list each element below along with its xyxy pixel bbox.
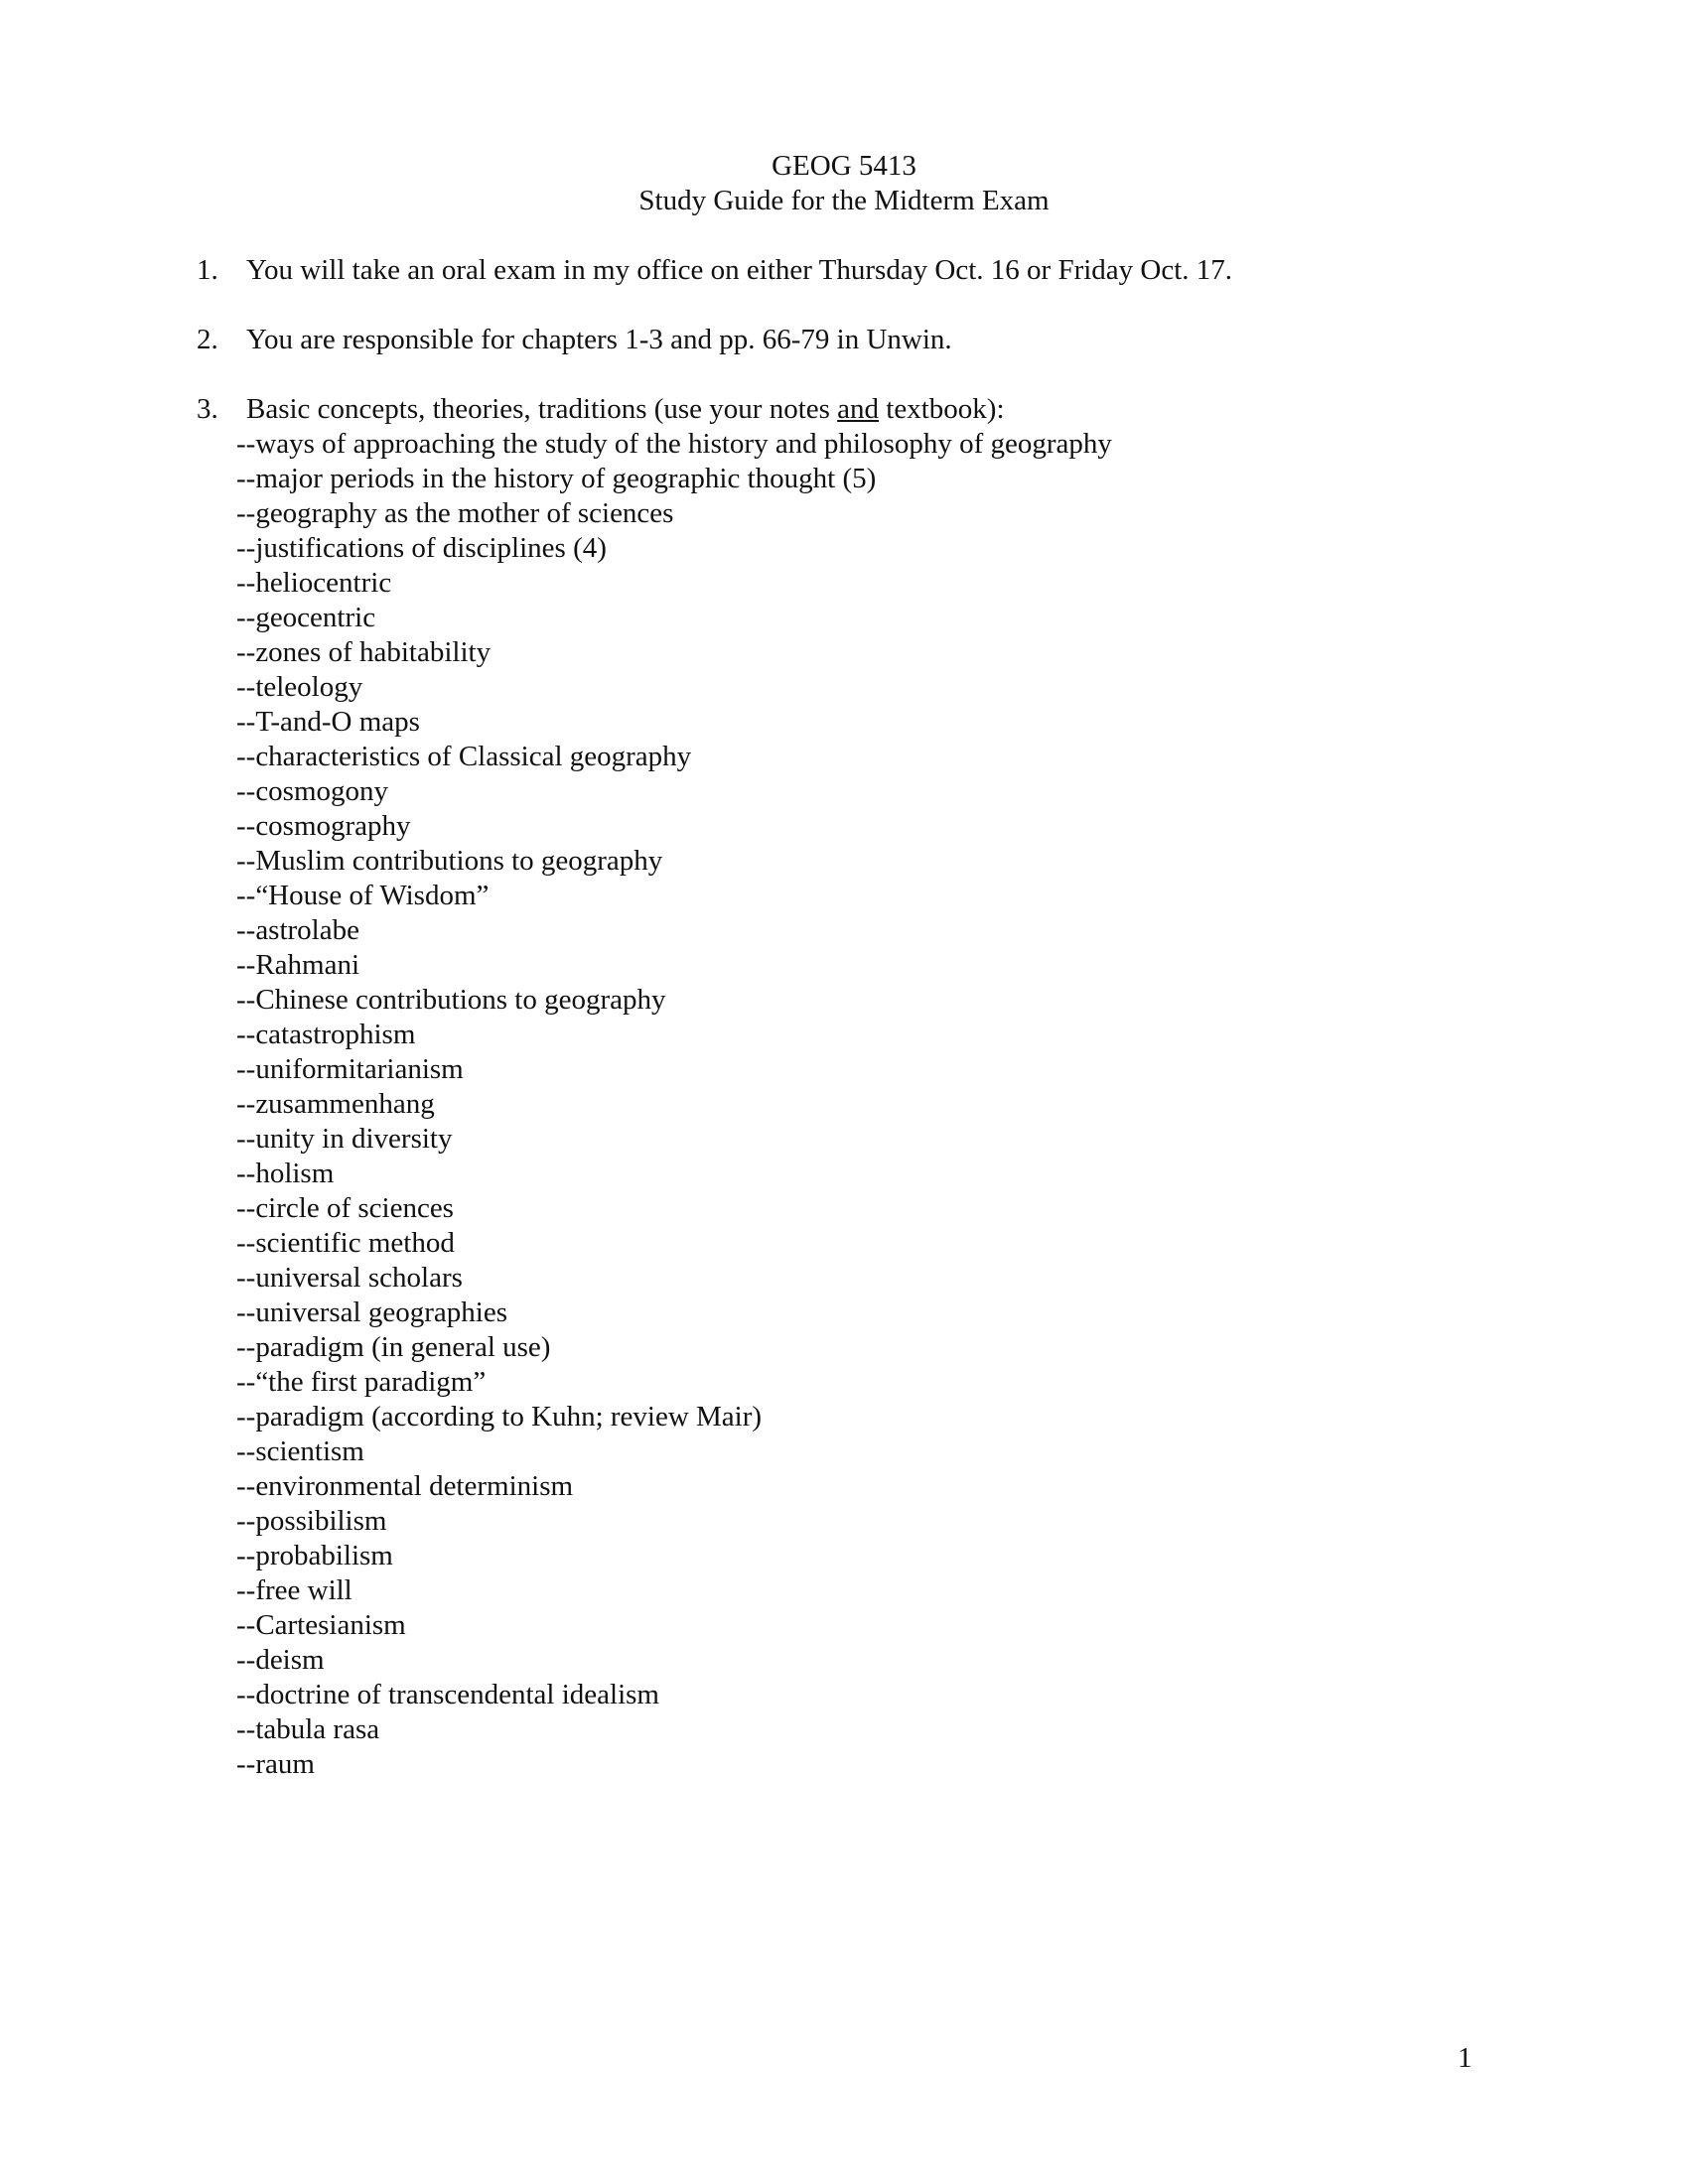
- list-item: --zusammenhang: [236, 1088, 435, 1120]
- list-item-1: [197, 253, 1232, 288]
- list-item: --paradigm (in general use): [236, 1331, 551, 1363]
- list-item: --free will: [236, 1574, 352, 1606]
- concepts-list: [236, 427, 1112, 1782]
- course-code: GEOG 5413: [772, 150, 916, 182]
- list-item: --cosmogony: [236, 775, 389, 807]
- item-text-underlined: and: [837, 393, 880, 425]
- document-header: [0, 149, 1688, 218]
- item-text: You will take an oral exam in my office on either Thursday Oct. 16 or Friday Oct. 17.: [246, 254, 1233, 286]
- list-item: --justifications of disciplines (4): [236, 532, 607, 564]
- list-item: --cosmography: [236, 810, 411, 842]
- list-item: --doctrine of transcendental idealism: [236, 1679, 659, 1710]
- item-number: 2.: [197, 324, 218, 355]
- list-item: --circle of sciences: [236, 1192, 454, 1224]
- item-text-after: textbook):: [879, 393, 1005, 425]
- list-item: --geocentric: [236, 602, 376, 633]
- item-number: 3.: [197, 393, 218, 425]
- list-item: --geography as the mother of sciences: [236, 497, 674, 529]
- list-item: --universal geographies: [236, 1297, 507, 1328]
- list-item: --uniformitarianism: [236, 1053, 464, 1085]
- list-item: --Chinese contributions to geography: [236, 984, 666, 1016]
- list-item: --deism: [236, 1644, 325, 1676]
- item-number: 1.: [197, 254, 218, 286]
- list-item: --paradigm (according to Kuhn; review Mair): [236, 1401, 763, 1433]
- list-item: --“House of Wisdom”: [236, 880, 490, 911]
- list-item: --characteristics of Classical geography: [236, 741, 692, 772]
- list-item: --catastrophism: [236, 1019, 416, 1050]
- list-item: --probabilism: [236, 1540, 393, 1571]
- list-item: --unity in diversity: [236, 1123, 453, 1155]
- list-item: --Rahmani: [236, 949, 360, 981]
- list-item: --tabula rasa: [236, 1713, 380, 1745]
- page-number: 1: [1458, 2042, 1473, 2074]
- list-item: --holism: [236, 1158, 335, 1189]
- list-item: --ways of approaching the study of the history and philosophy of geography: [236, 428, 1112, 460]
- list-item: --raum: [236, 1748, 315, 1780]
- list-item: --major periods in the history of geographic thought (5): [236, 463, 877, 494]
- list-item: --environmental determinism: [236, 1470, 574, 1502]
- list-item: --possibilism: [236, 1505, 387, 1537]
- list-item: --zones of habitability: [236, 636, 492, 668]
- list-item: --astrolabe: [236, 914, 359, 946]
- item-text: You are responsible for chapters 1-3 and pp. 66-79 in Unwin.: [246, 324, 952, 355]
- list-item: --Muslim contributions to geography: [236, 845, 663, 877]
- document-title: Study Guide for the Midterm Exam: [638, 185, 1050, 216]
- list-item: --universal scholars: [236, 1262, 463, 1294]
- list-item: --T-and-O maps: [236, 706, 420, 738]
- list-item-3: [197, 392, 1005, 427]
- list-item: --teleology: [236, 671, 363, 703]
- list-item: --heliocentric: [236, 567, 392, 599]
- item-text-before: Basic concepts, theories, traditions (use your notes: [246, 393, 838, 425]
- list-item: --Cartesianism: [236, 1609, 406, 1641]
- list-item: --scientific method: [236, 1227, 455, 1259]
- list-item: --scientism: [236, 1435, 364, 1467]
- list-item: --“the first paradigm”: [236, 1366, 487, 1398]
- list-item-2: [197, 323, 952, 357]
